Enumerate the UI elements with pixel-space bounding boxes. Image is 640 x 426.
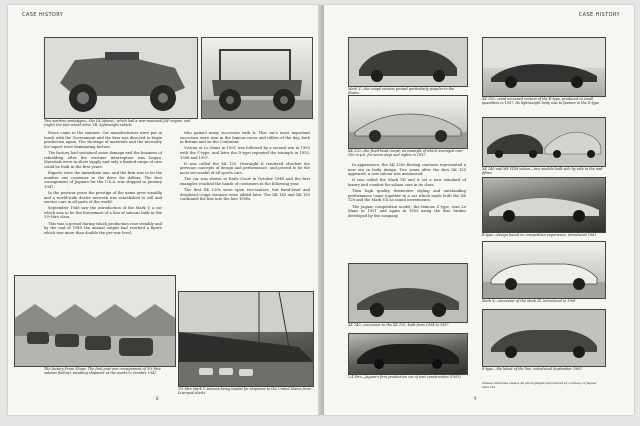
paragraph: In appearance, the XK 120s flowing contours represented a new era in body design. Two years after the first XK 120 appeared, a new saloon was announced. <box>348 163 466 177</box>
factory-caption: The factory Press Shops. The first post-war consignment of 3½-litre saloons (below), awaiting shipment at the works in October 1947 <box>44 367 161 376</box>
photo-credit-footnote: Unless otherwise stated, all photographs reproduced by courtesy of Jaguar Cars Ltd <box>482 381 597 390</box>
paragraph: September 1948 saw the introduction of the Mark V, a car which was to be the forerunner of a line of saloons built in the 3½-litre class. <box>44 206 162 220</box>
xk120-photo <box>348 95 468 149</box>
paragraph: Then high quality, distinctive styling and outstanding performance came together in a car which made both the XK 120 and the Mark VII as sound investments. <box>348 189 466 203</box>
mk7-photo <box>348 333 468 375</box>
left-text-column-2 <box>180 131 310 203</box>
mark-x-caption: Mark X—successor of the Mark IX, introduced in 1961 <box>482 299 576 303</box>
xk140-caption: XK 140—successor to the XK 120, built from 1954 to 1957 <box>348 323 449 327</box>
prototype-va-photo <box>44 37 198 119</box>
left-page <box>8 5 320 415</box>
paragraph: It was called the XK 120. Overnight it rendered obsolete the previous concepts of design and performance, and proved to be the most successful of all sports cars. <box>180 161 310 175</box>
prototype-caption: Two wartime prototypes—the VA (above), which had a rear-mounted JAP engine, and (right) the four-wheel-drive VB, lightweight vehicle <box>44 119 191 128</box>
paragraph: Victory at Le Mans in 1951 was followed by a second win in 1953 with the C-type, and later the D-type repeated the triumph in 1955, 1956 and 1957. <box>180 146 310 160</box>
right-page <box>324 5 634 415</box>
paragraph: In the postwar years the prestige of the name grew steadily and a world-wide dealer network was established to sell and service cars in all parts of the world. <box>44 190 162 205</box>
paragraph: Exports were the immediate aim, and the firm was to be the number one customer in the drive for dollars. The first consignment of Jaguars for the U.S.A. was shipped in January 1947. <box>44 170 162 189</box>
paragraph: It was called the Mark VII and it set a new standard of luxury and comfort for saloon cars in its class. <box>348 178 466 187</box>
factory-photo <box>14 275 176 367</box>
mark-v-caption: Mark V—the coupé version proved particularly popular in the States <box>348 87 455 96</box>
xk140-photo <box>348 263 468 323</box>
s-type-photo <box>482 309 606 367</box>
left-page-number: 8 <box>156 396 159 401</box>
shipping-caption: 3½-litre Mark V saloons being loaded for shipment to the United States from Liverpool docks <box>178 387 311 396</box>
xk150-caption: XK 150—wind-screened version of the E-type, produced in small quantities in 1957. Its lightweight body was to feature in the D-type <box>482 97 600 106</box>
mark-v-photo <box>348 37 468 87</box>
right-page-header: CASE HISTORY <box>578 12 620 18</box>
mk7-caption: 2.4 litre—Jaguar's first production car of unit construction (1955) <box>348 375 461 379</box>
paragraph: The car was shown at Earls Court in October 1948 and the first examples reached the hands of customers in the following year. <box>180 177 310 186</box>
paragraph: The Jaguar competition model, the famous C-type, won Le Mans in 1951 and again in 1953 using the disc brakes developed by the company. <box>348 204 466 218</box>
paragraph: The first XK 120s were open two-seaters, but fixed-head and drophead coupé versions were added later. The XK 140 and XK 150 continued the line into the late 1950s. <box>180 187 310 202</box>
left-text-column-1 <box>44 131 162 237</box>
paragraph: This was a period during which production rose steadily and by the end of 1949 the annual output had reached a figure which was more than double the pre-war level. <box>44 221 162 235</box>
xk150-photo <box>482 37 606 97</box>
xk120-caption: XK 120—the fixed-head coupé, an example of which averaged over 100 m.p.h. for seven days and nights in 1952 <box>348 149 464 158</box>
prototype-vb-photo <box>201 37 313 119</box>
e-type-caption: E-type—design based on competition experience, introduced 1961 <box>482 233 597 237</box>
mark-x-photo <box>482 241 606 299</box>
paragraph: who gained many successes with it. This car's most important successes were won in the famous races and rallies of the day, both in Britain and on the Continent. <box>180 131 310 145</box>
saloons-photo <box>482 117 606 167</box>
paragraph: Peace came in the summer. Car manufacturers were put in touch with the Government and the firm was directed to begin production again. The shortage of materials and the necessity for export were dominating factors. <box>44 131 162 149</box>
shipping-photo <box>178 291 314 387</box>
s-type-caption: S-type—the latest of the line, introduced September 1963 <box>482 367 582 371</box>
paragraph: The factory had sustained some damage and the business of rebuilding after the wartime interruption was begun. Materials were in short supply and only a limited range of cars could be built in the first years. <box>44 150 162 169</box>
right-text-column <box>348 163 466 220</box>
right-page-number: 9 <box>474 396 477 401</box>
saloons-caption: XK 140 and Mk VIIM saloon—two models built side by side in the mid-fifties <box>482 167 604 176</box>
left-page-header: CASE HISTORY <box>22 12 64 18</box>
e-type-photo <box>482 177 606 233</box>
